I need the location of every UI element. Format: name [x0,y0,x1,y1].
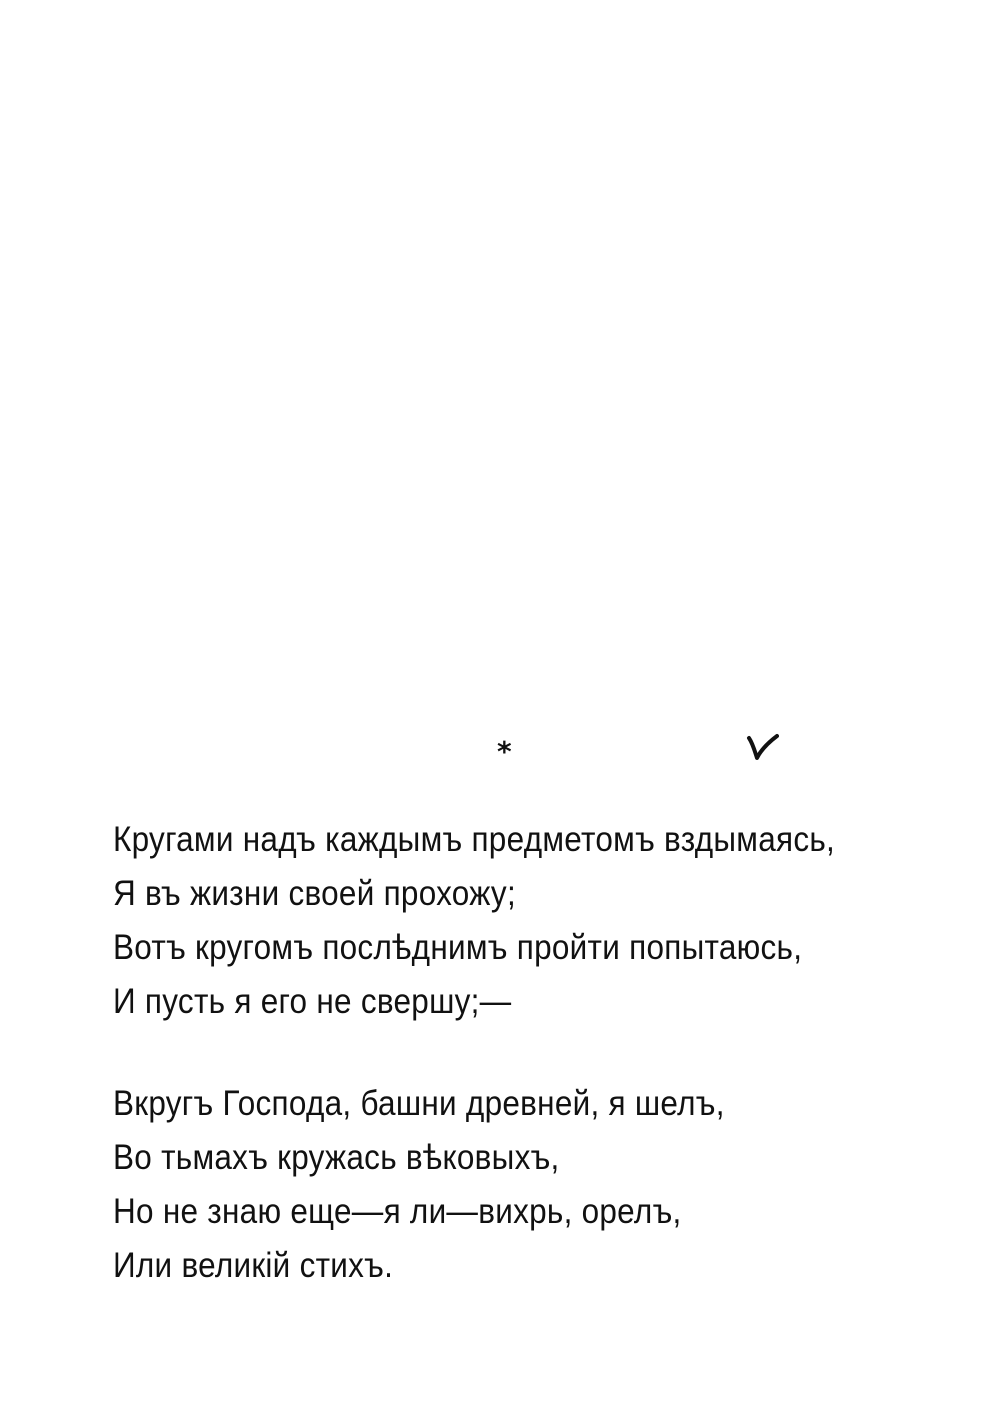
poem-line: Я въ жизни своей прохожу; [113,874,516,913]
poem-line: Вотъ кругомъ послѣднимъ пройти попытаюсь, [113,928,803,967]
poem-line: Кругами надъ каждымъ предметомъ вздымаясь, [113,820,836,859]
poem-line: Но не знаю еще—я ли—вихрь, орелъ, [113,1192,682,1231]
poem-line: Вкругъ Господа, башни древней, я шелъ, [113,1084,725,1123]
stanza-1 [113,813,973,1029]
checkmark-icon [745,728,779,762]
poem-line: Или великій стихъ. [113,1246,394,1285]
poem-line: Во тьмахъ кружась вѣковыхъ, [113,1138,560,1177]
asterisk-separator: * [497,735,512,768]
stanza-2 [113,1077,973,1293]
poem [113,813,973,1293]
poem-line: И пусть я его не свершу;— [113,982,512,1021]
